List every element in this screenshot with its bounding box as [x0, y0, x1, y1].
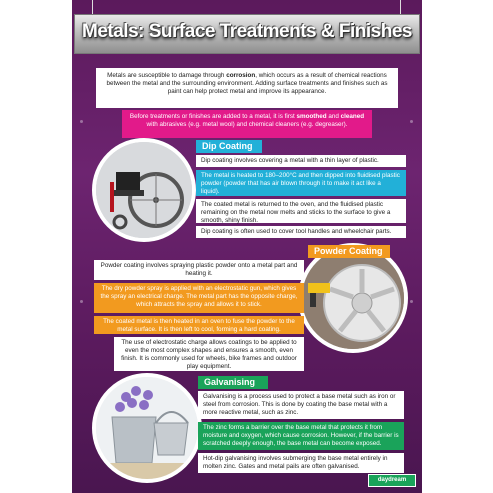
prep-text: Before treatments or finishes are added to a metal, it is first	[129, 113, 297, 120]
prep-text-end: with abrasives (e.g. metal wool) and chemical cleaners (e.g. degreaser).	[146, 121, 348, 128]
dip-para-3: The coated metal is returned to the oven, and the fluidised plastic remaining on the metal now melts and sticks to the surface to give a smooth, shiny finish.	[196, 199, 406, 223]
galvanising-heading: Galvanising	[198, 376, 268, 389]
galv-para-3: Hot-dip galvanising involves submerging the base metal entirely in molten zinc. Gates and metal pails are often galvanised.	[198, 453, 404, 473]
rivet	[80, 120, 83, 123]
dip-coating-heading: Dip Coating	[196, 140, 262, 153]
pail-image	[96, 377, 198, 479]
intro-box	[96, 68, 398, 108]
powder-coating-heading: Powder Coating	[308, 245, 390, 258]
publisher-logo: daydream	[368, 474, 416, 487]
rivet	[410, 300, 413, 303]
poster-title: Metals: Surface Treatments & Finishes	[82, 21, 412, 42]
prep-bold-cleaned: cleaned	[340, 113, 365, 120]
powder-para-2: The dry powder spray is applied with an electrostatic gun, which gives the spray an electrical charge. The metal part has the opposite charge, which attracts the spray and allows it to stick.	[94, 283, 304, 313]
rivet	[80, 300, 83, 303]
prep-text-mid: and	[326, 113, 341, 120]
poster	[72, 0, 422, 493]
powder-para-4: The use of electrostatic charge allows coatings to be applied to even the most complex shapes and ensures a smooth, even finish. It is commonly used for wheels, bike frames and outdoor play equipment.	[114, 337, 304, 371]
galvanised-pail-photo	[92, 373, 202, 483]
galv-para-2: The zinc forms a barrier over the base metal that protects it from moisture and oxygen, which cause corrosion. However, if the barrier is scratched deeply enough, the base metal can become exposed.	[198, 422, 404, 450]
prep-bold-smoothed: smoothed	[296, 113, 327, 120]
title-plate	[74, 14, 420, 54]
wheel-image	[302, 247, 404, 349]
powder-para-3: The coated metal is then heated in an oven to fuse the powder to the metal surface. It is then left to cool, forming a hard coating.	[94, 316, 304, 334]
dip-para-2: The metal is heated to 180–200°C and then dipped into fluidised plastic powder (powder that has air blown through it to make it act like a liquid).	[196, 170, 406, 196]
preparation-box	[122, 110, 372, 138]
dip-para-4: Dip coating is often used to cover tool handles and wheelchair parts.	[196, 226, 406, 238]
rivet	[410, 120, 413, 123]
galv-para-1: Galvanising is a process used to protect a base metal such as iron or steel from corrosion. This is done by coating the base metal with a more reactive metal, such as zinc.	[198, 391, 404, 419]
wheelchair-image	[96, 142, 192, 238]
intro-bold: corrosion	[226, 72, 256, 79]
wheelchair-photo	[92, 138, 196, 242]
alloy-wheel-photo	[298, 243, 408, 353]
intro-text: Metals are susceptible to damage through	[107, 72, 227, 79]
powder-para-1: Powder coating involves spraying plastic powder onto a metal part and heating it.	[94, 260, 304, 280]
intro-text-end: , which occurs as a result of chemical reactions between the metal and the surrounding environment. Adding surface treatments and finishes such as paint can help protect metal and improve its appearance.	[106, 72, 388, 95]
dip-para-1: Dip coating involves covering a metal with a thin layer of plastic.	[196, 155, 406, 167]
